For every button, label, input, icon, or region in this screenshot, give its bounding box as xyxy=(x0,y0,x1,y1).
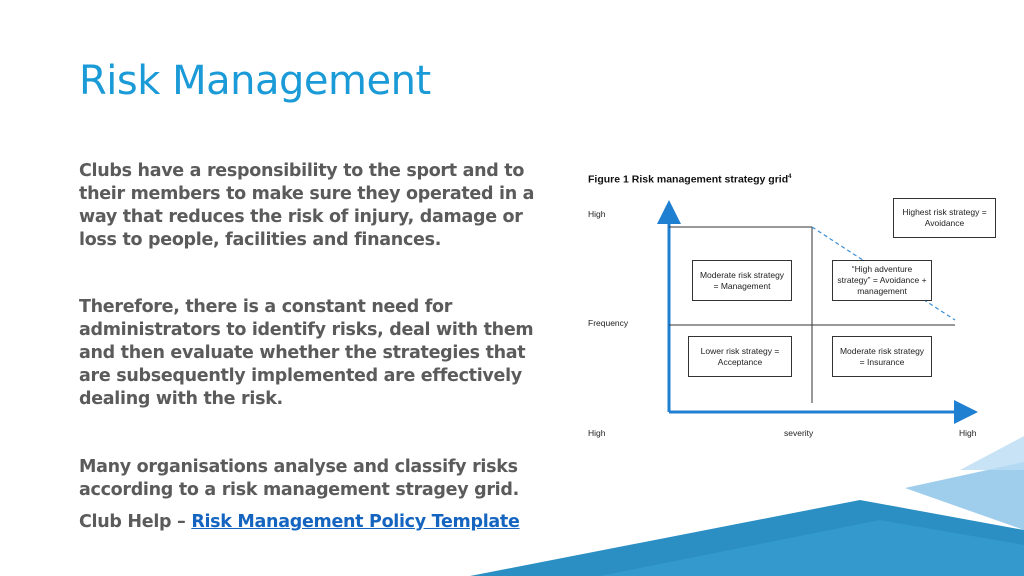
y-axis-high-label: High xyxy=(588,209,606,219)
club-help-prefix: Club Help – xyxy=(79,512,186,532)
page-title: Risk Management xyxy=(79,58,431,104)
box-moderate-management: Moderate risk strategy = Management xyxy=(692,260,792,301)
figure-title-text: Figure 1 Risk management strategy grid xyxy=(588,173,789,186)
box-moderate-insurance: Moderate risk strategy = Insurance xyxy=(832,336,932,377)
risk-policy-link[interactable]: Risk Management Policy Template xyxy=(191,512,520,532)
box-highest-risk: Highest risk strategy = Avoidance xyxy=(893,198,996,238)
figure-footnote: 4 xyxy=(788,174,792,180)
paragraph-classify-risks: Many organisations analyse and classify risks according to a risk management stragey grid. xyxy=(79,457,519,500)
box-high-adventure: “High adventure strategy” = Avoidance + management xyxy=(832,260,932,301)
x-axis-severity-label: severity xyxy=(784,428,814,438)
x-axis-high-left-label: High xyxy=(588,428,606,438)
paragraph-responsibility: Clubs have a responsibility to the sport and to their members to make sure they operated in a way that reduces the risk of injury, damage or loss to people, facilities and finances. xyxy=(79,161,535,250)
y-axis-frequency-label: Frequency xyxy=(588,318,629,328)
paragraph-constant-need: Therefore, there is a constant need for administrators to identify risks, deal with them and then evaluate whether the strategies that are subsequently implemented are effectively dealing with the risk. xyxy=(79,297,534,409)
x-axis-high-right-label: High xyxy=(959,428,977,438)
box-lower-risk: Lower risk strategy = Acceptance xyxy=(688,336,792,377)
